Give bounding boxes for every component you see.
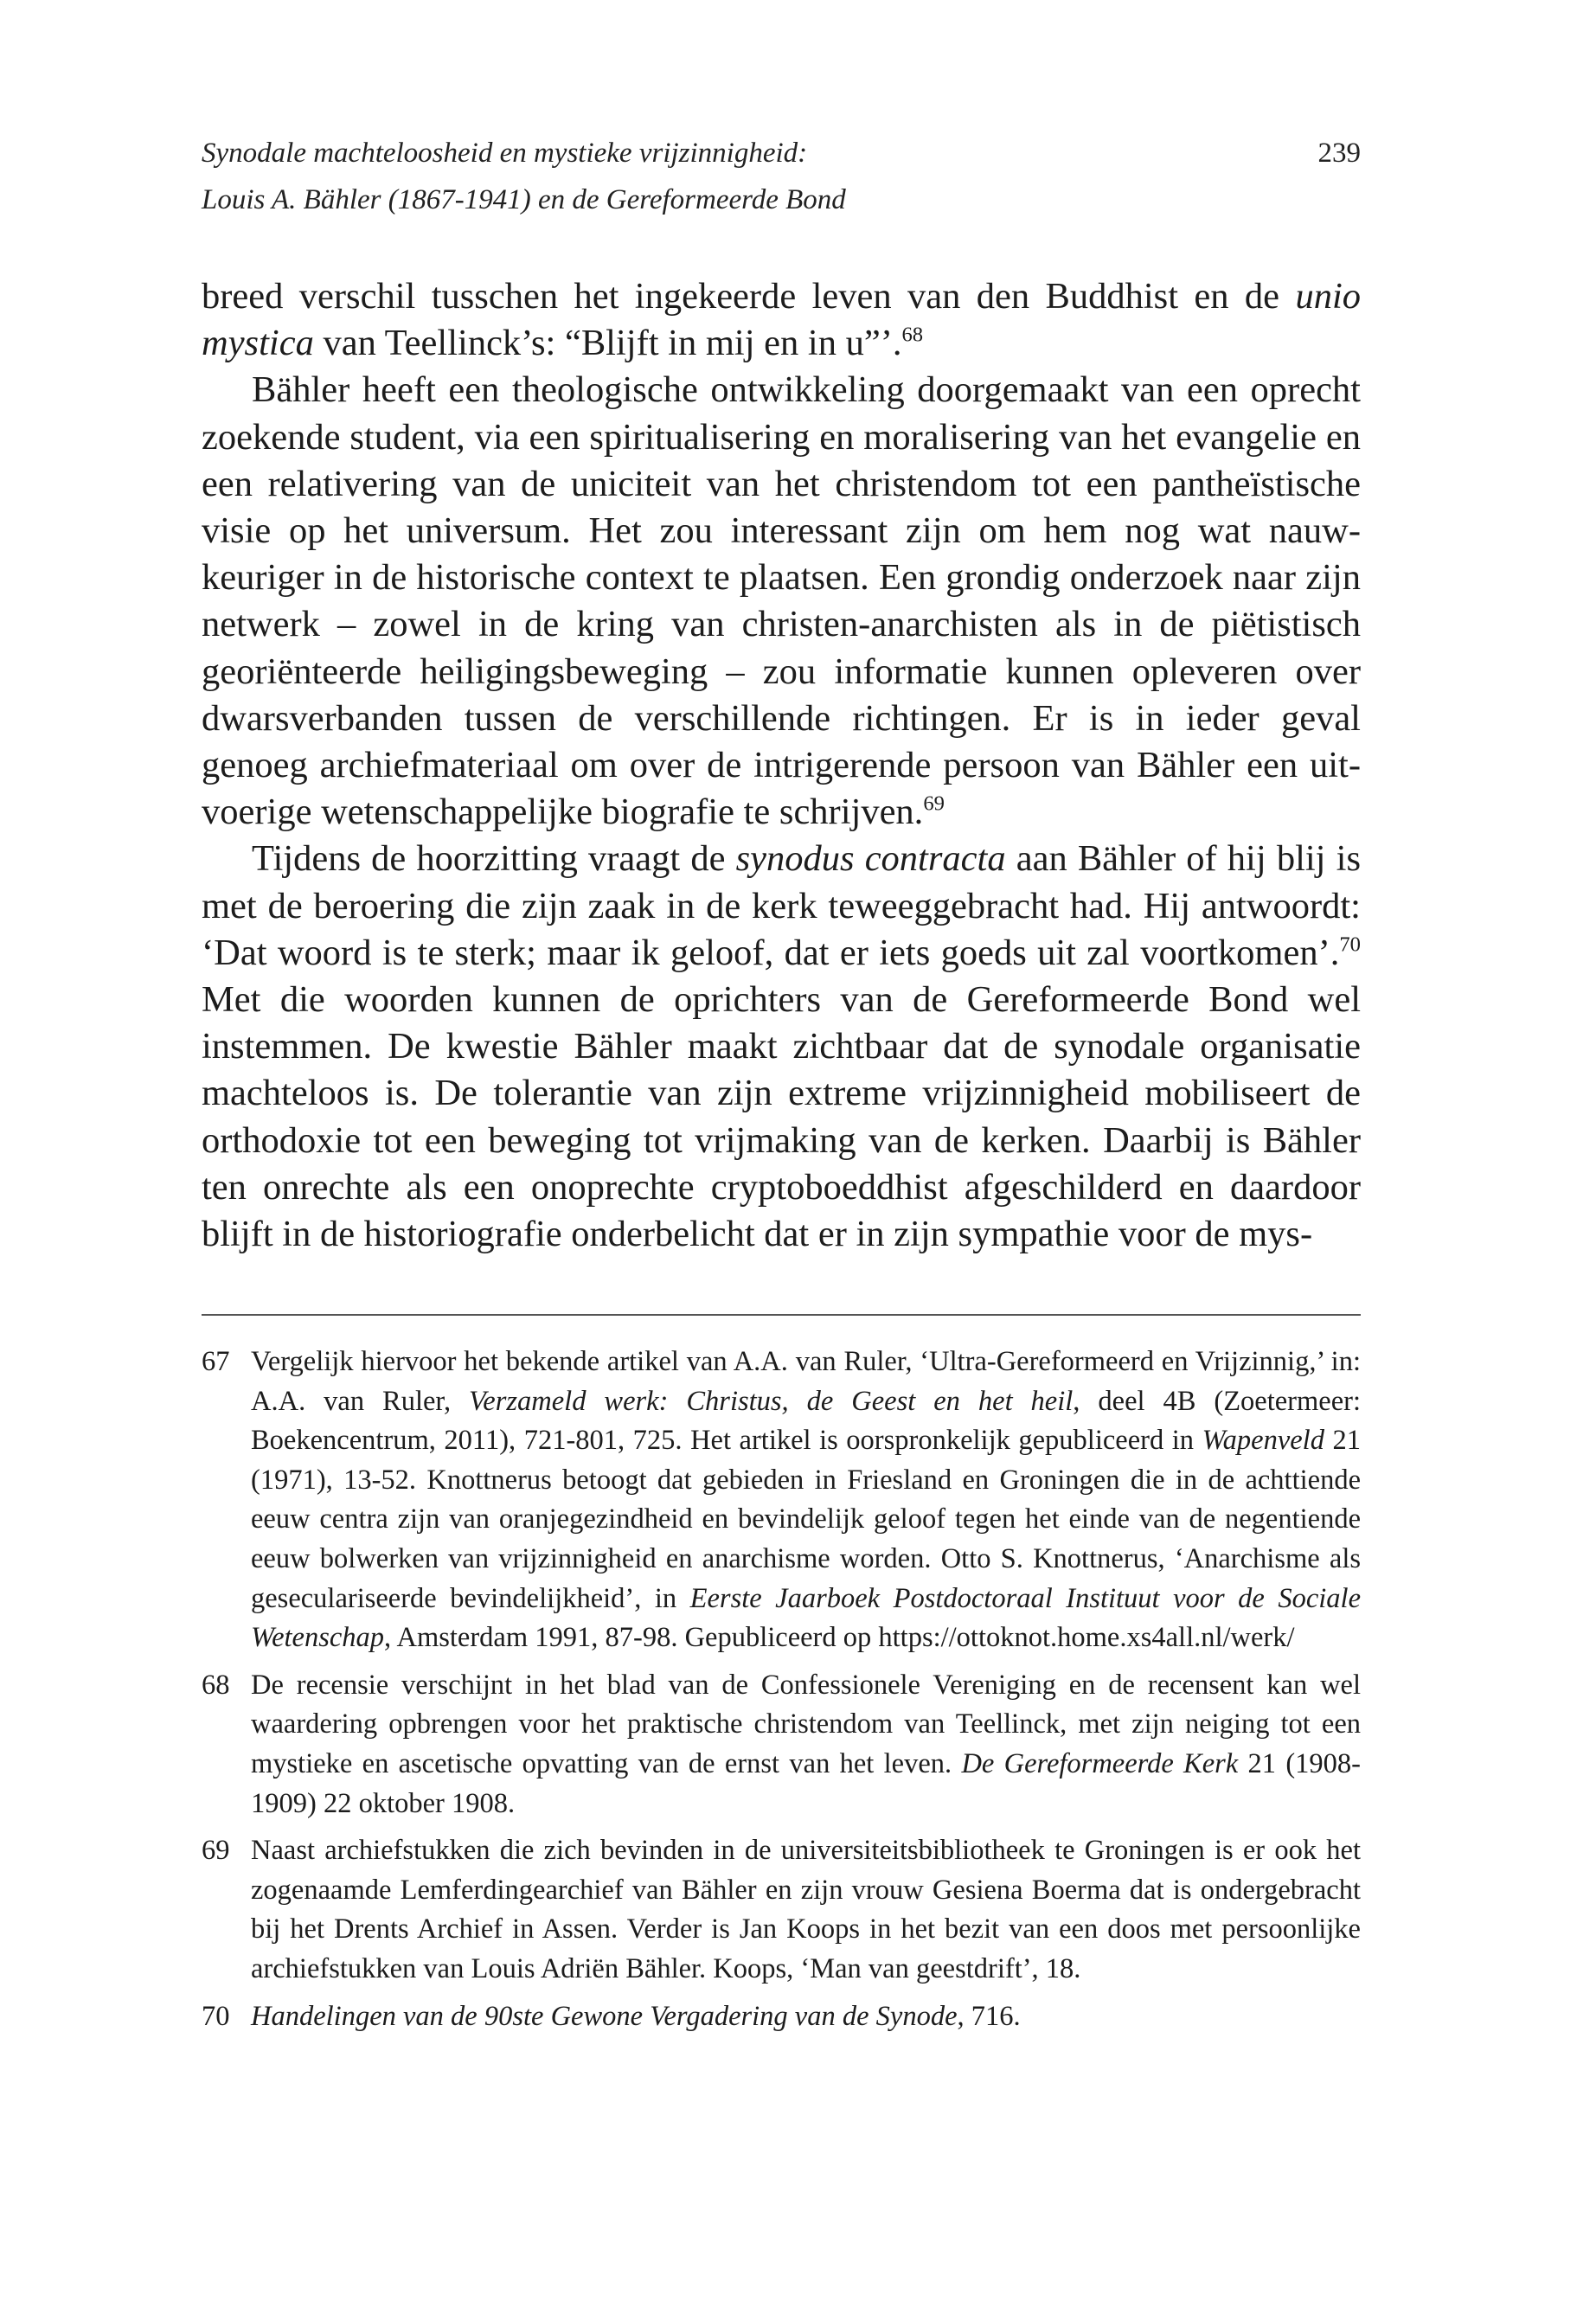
paragraph-3-text-c: aan Bähler of hij blij is met de beroering die zijn zaak in de kerk teweeggebracht had. Hij antwoordt: ‘Dat woord is te sterk; maar ik geloof, dat er iets goeds uit zal voortkomen’. [202,838,1361,973]
paragraph-1-text-c: van Teellinck’s: “Blijft in mij en in u”’. [313,323,902,364]
paragraph-3-text-a: Tijdens de hoorzitting vraagt de [252,838,736,880]
footnote-67-italic-d: Wapenveld [1202,1425,1324,1457]
footnotes [202,1343,1361,2044]
footnote-69 [202,1831,1361,1989]
footnote-67 [202,1343,1361,1658]
footnote-70 [202,1997,1361,2037]
running-title [202,130,1361,223]
footnote-70-text-b: , 716. [957,2000,1021,2032]
running-title-line-2: Louis A. Bähler (1867-1941) en de Gereformeerde Bond [202,184,846,215]
footnote-number: 67 [202,1346,230,1377]
paragraph-1-italic-term: unio mystica [202,276,1361,364]
footnote-68-text-c: 21 (1908-1909) 22 oktober 1908. [251,1747,1361,1819]
running-header [202,130,1361,223]
footnote-divider [202,1314,1361,1316]
paragraph-3-italic-term: synodus contracta [735,838,1006,880]
footnote-number: 70 [202,2000,230,2032]
footnote-67-italic-b: Verzameld werk: Christus, de Geest en het heil [469,1385,1074,1417]
paragraph-1-text-a: breed verschil tusschen het ingekeerde leven van den Buddhist en de [202,276,1296,317]
footnote-68-italic-b: De Gereformeerde Kerk [961,1747,1239,1779]
main-text [202,273,1361,1258]
paragraph-3 [202,836,1361,1258]
footnote-67-text-e: 21 (1971), 13-52. Knottnerus betoogt dat gebieden in Friesland en Groningen die in de achttiende eeuw centra zijn van oranjegezindheid en bevindelijk geloof tegen het einde van de negentiende eeuw bolwerken van vrijzinnigheid en anarchisme worden. Otto S. Knottnerus, ‘Anarchisme als geseculariseerde bevindelijkheid’, in [251,1425,1362,1614]
page-number: 239 [1317,138,1361,169]
footnote-68-text-a: De recensie verschijnt in het blad van de Confessionele Vereniging en de recensent kan wel waardering opbrengen voor het praktische christendom van Teellinck, met zijn neiging tot een mystieke en ascetische opvatting van de ernst van het leven. [251,1669,1361,1779]
footnote-67-text-c: , deel 4B (Zoetermeer: Boekencentrum, 2011), 721-801, 725. Het artikel is oorspronkelijk gepubliceerd in [251,1385,1361,1457]
footnote-ref-68: 68 [901,323,924,347]
footnote-67-text-g: , Amsterdam 1991, 87-98. Gepubliceerd op https://ottoknot.home.xs4all.nl/werk/ [384,1622,1295,1654]
footnote-67-text-a: Vergelijk hiervoor het bekende artikel van A.A. van Ruler, ‘Ultra-Gereformeerd en Vrijzinnig,’ in: A.A. van Ruler, [251,1346,1361,1417]
footnote-68 [202,1666,1361,1823]
footnote-ref-69: 69 [923,792,945,816]
paragraph-2-text: Bähler heeft een theologische ontwikkeling doorgemaakt van een oprecht zoekende student, via een spiritualisering en moralisering van het evangelie en een relativering van de uniciteit van het christendom tot een pantheïstische visie op het universum. Het zou interessant zijn om hem nog wat nauwkeuriger in de historische context te plaatsen. Een grondig onderzoek naar zijn netwerk – zowel in de kring van christen-anarchisten als in de piëtistisch georiënteerde heiligingsbeweging – zou informatie kunnen opleveren over dwarsverbanden tussen de verschillende richtingen. Er is in ieder geval genoeg archiefmateriaal om over de intrigerende persoon van Bähler een uitvoerige wetenschappelijke biografie te schrijven. [202,369,1361,833]
footnote-69-text: Naast archiefstukken die zich bevinden in de universiteitsbibliotheek te Groningen is er ook het zogenaamde Lemferdingearchief van Bähler en zijn vrouw Gesiena Boerma dat is ondergebracht bij het Drents Archief in Assen. Verder is Jan Koops in het bezit van een doos met persoonlijke archiefstukken van Louis Adriën Bähler. Koops, ‘Man van geestdrift’, 18. [251,1835,1361,1984]
footnote-number: 68 [202,1669,230,1701]
running-title-line-1: Synodale machteloosheid en mystieke vrijzinnigheid: [202,138,808,169]
paragraph-2 [202,367,1361,836]
footnote-ref-70: 70 [1339,933,1361,957]
footnote-number: 69 [202,1835,230,1867]
paragraph-1 [202,273,1361,367]
footnote-70-italic-a: Handelingen van de 90ste Gewone Vergadering van de Synode [251,2000,958,2032]
footnote-67-italic-f: Eerste Jaarboek Postdoctoraal Instituut voor de Sociale Wetenschap [251,1582,1361,1654]
paragraph-3-text-d: Met die woorden kunnen de oprichters van de Gereformeerde Bond wel instemmen. De kwestie Bähler maakt zichtbaar dat de synodale organisatie machteloos is. De tolerantie van zijn extreme vrijzinnigheid mobiliseert de orthodoxie tot een beweging tot vrijmaking van de kerken. Daarbij is Bähler ten onrechte als een onoprechte cryptoboeddhist afgeschilderd en daardoor blijft in de historiografie onderbelicht dat er in zijn sympathie voor de mys- [202,979,1361,1255]
